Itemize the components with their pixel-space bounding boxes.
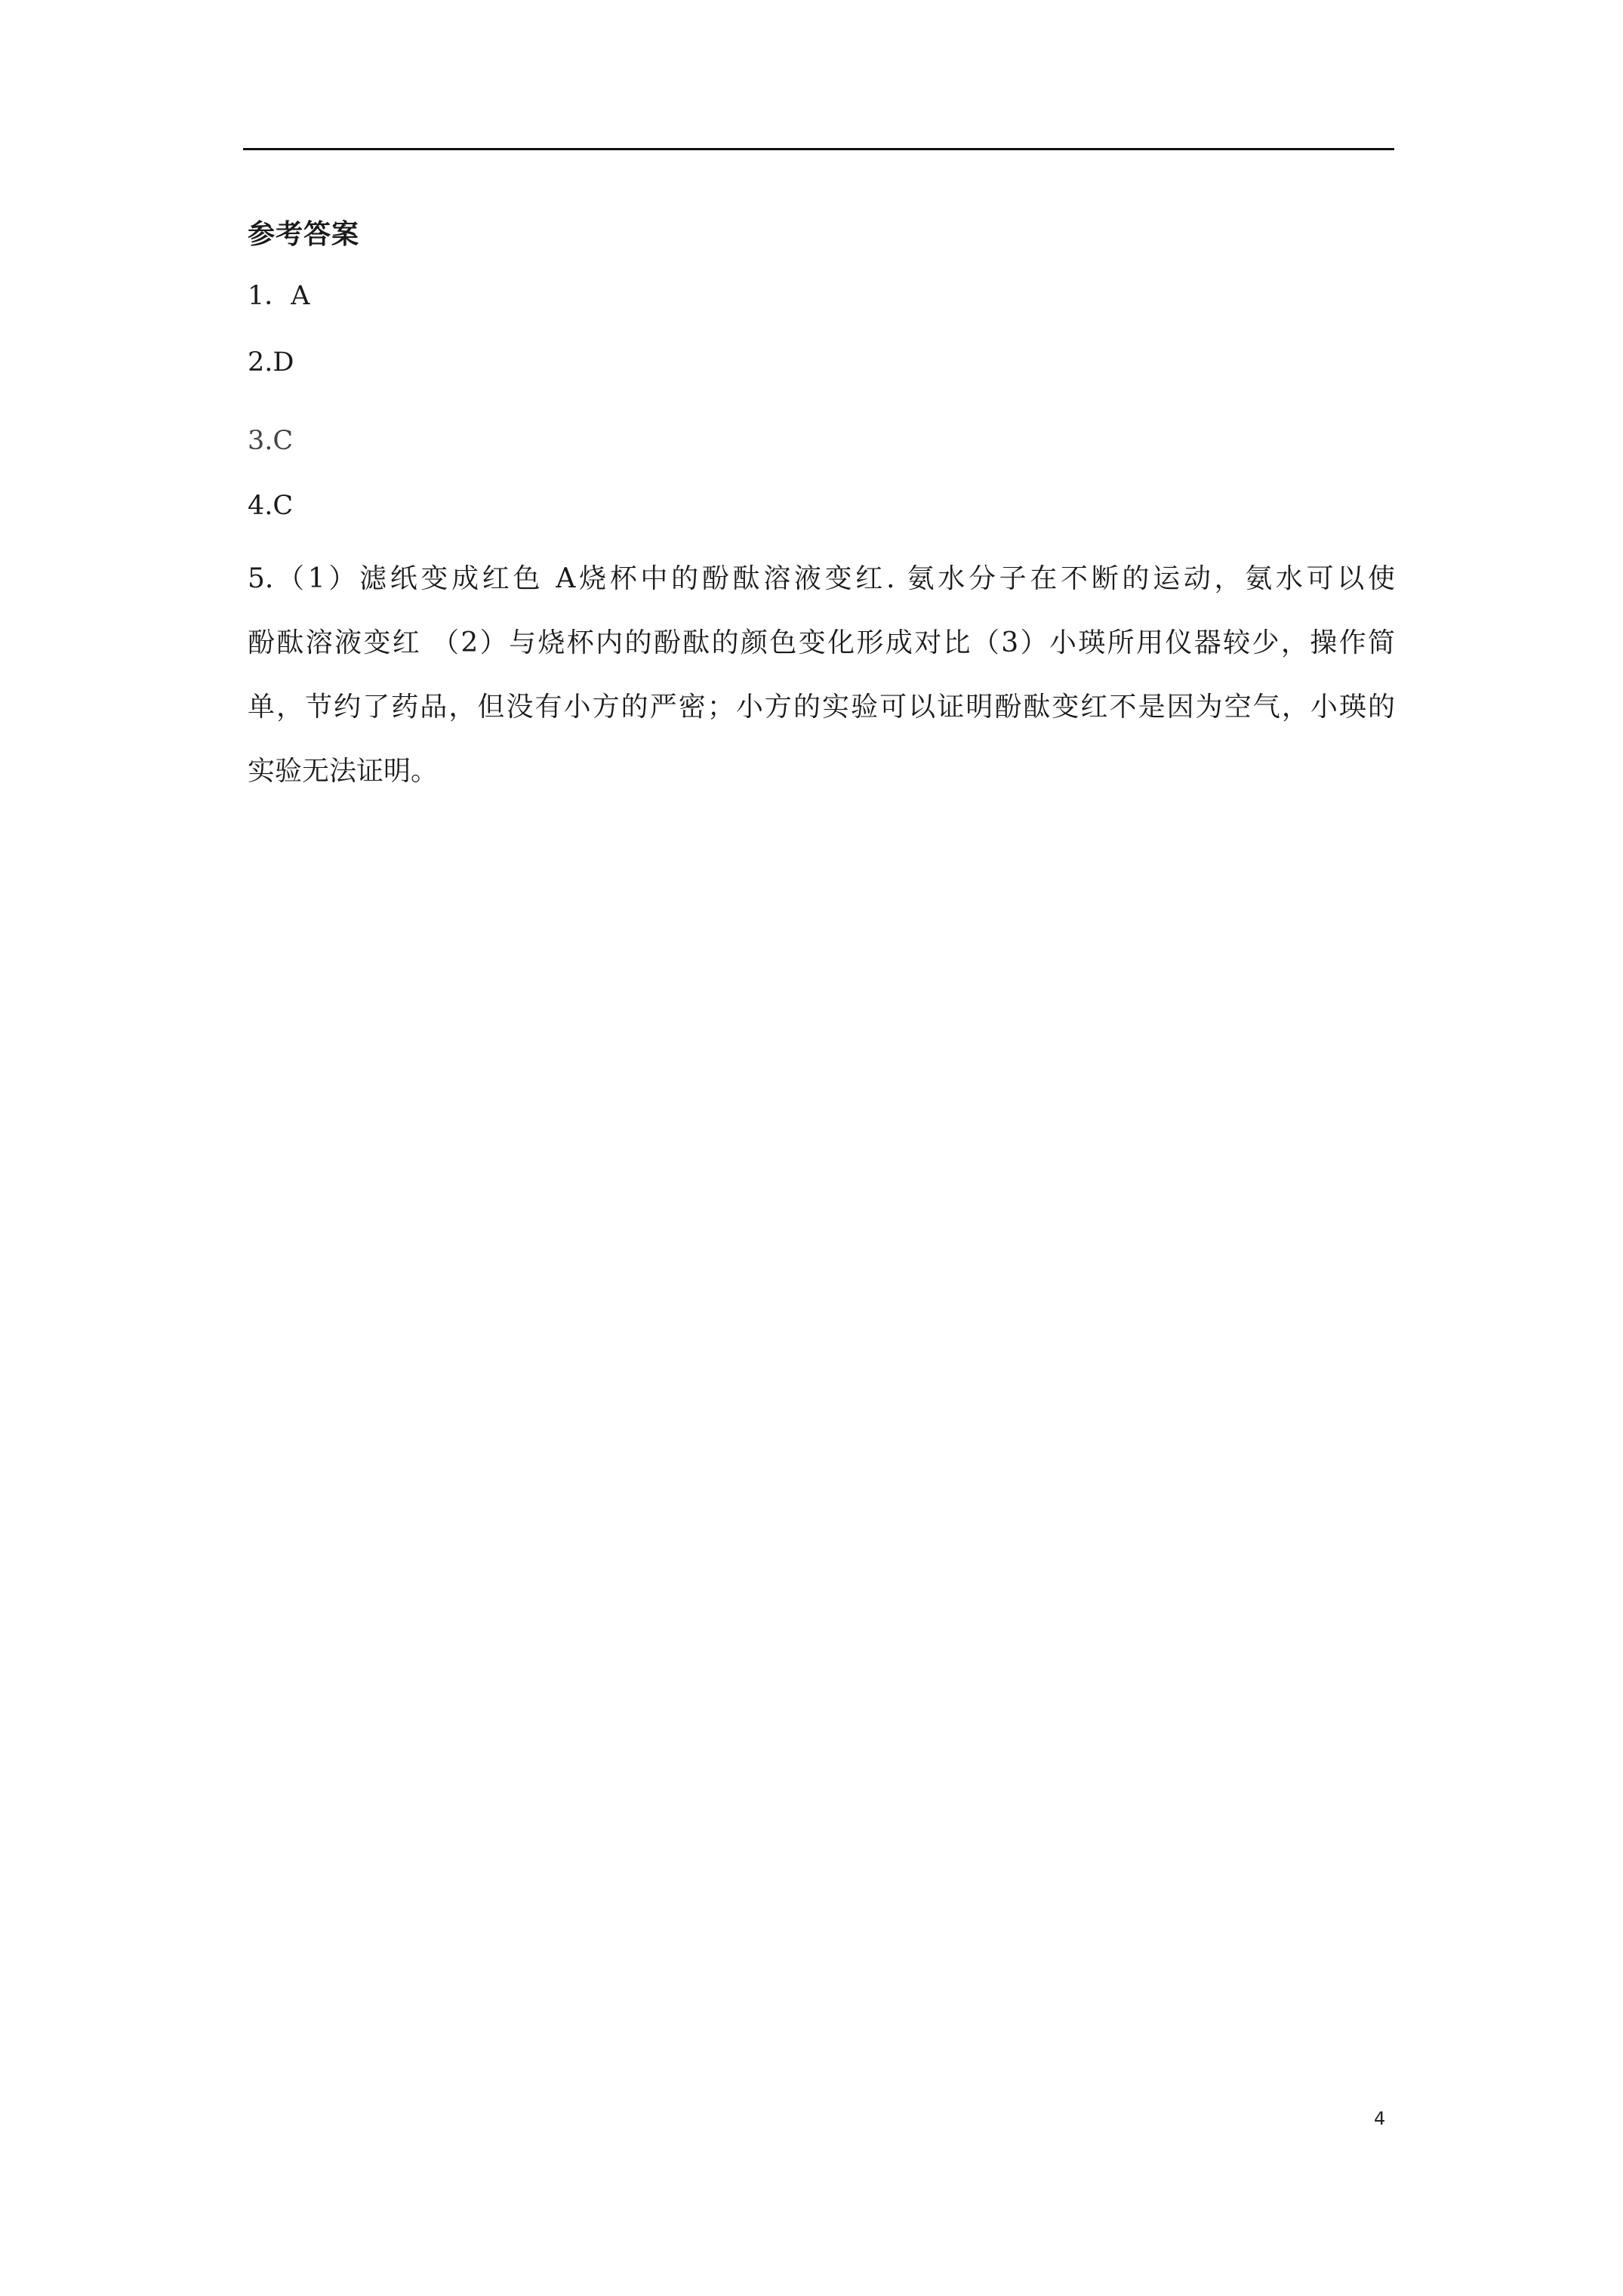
- page-number: 4: [1374, 2108, 1386, 2129]
- answer-5-line: 5.（1）滤纸变成红色 A烧杯中的酚酞溶液变红. 氨水分子在不断的运动，氨水可以使: [248, 563, 1395, 594]
- section-title: 参考答案: [248, 219, 360, 250]
- answer-4: 4.C: [248, 491, 294, 521]
- answer-5-line: 实验无法证明。: [248, 756, 439, 787]
- header-divider: [243, 148, 1394, 150]
- answer-3: 3.C: [248, 426, 294, 456]
- answer-5-paragraph: [248, 547, 1395, 803]
- answer-2: 2.D: [248, 347, 294, 378]
- answer-1: 1．A: [248, 281, 310, 311]
- answer-5-line: 酚酞溶液变红 （2）与烧杯内的酚酞的颜色变化形成对比（3）小瑛所用仪器较少，操作简: [248, 627, 1395, 658]
- answer-5-line: 单，节约了药品，但没有小方的严密；小方的实验可以证明酚酞变红不是因为空气，小瑛的: [248, 692, 1395, 723]
